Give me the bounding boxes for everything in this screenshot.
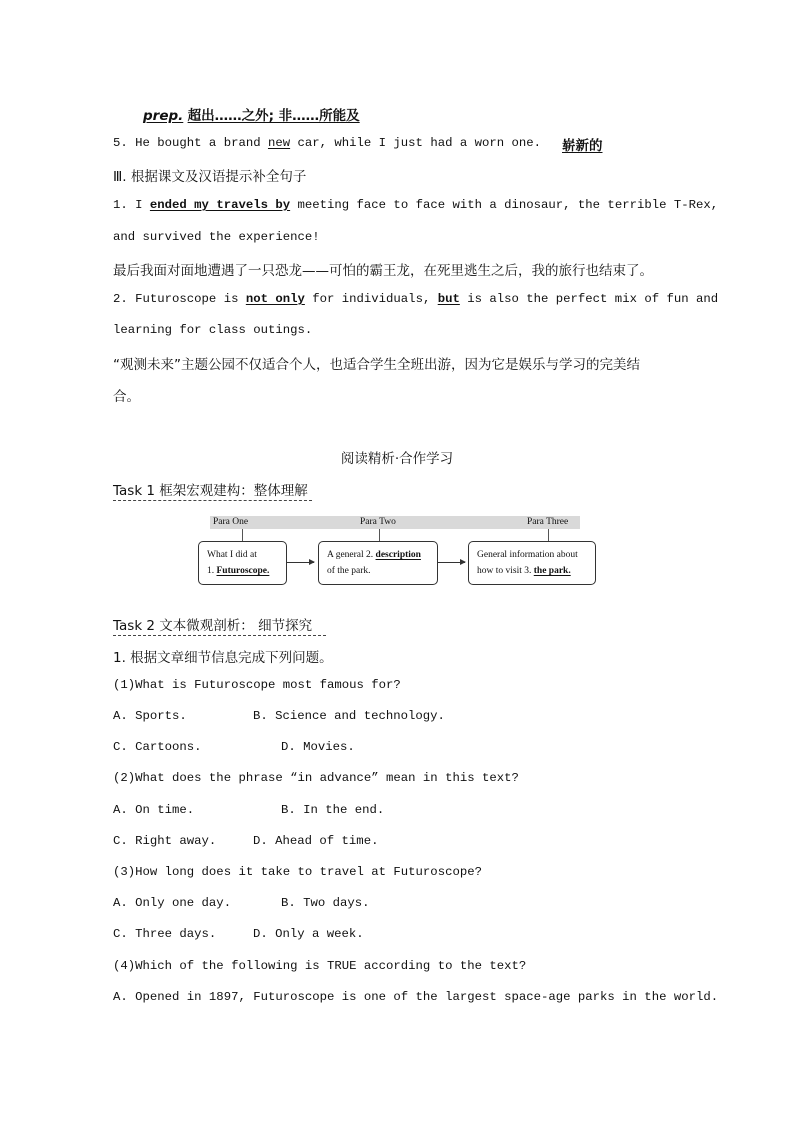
box-1-line-1: What I did at bbox=[207, 550, 257, 560]
arrow-2 bbox=[438, 562, 465, 563]
para-three-tick bbox=[548, 529, 549, 541]
question-2-option-a: A. On time. bbox=[113, 803, 195, 817]
question-1-option-d: D. Movies. bbox=[281, 740, 355, 754]
para-three-label: Para Three bbox=[527, 517, 569, 527]
question-2-option-d: D. Ahead of time. bbox=[253, 834, 379, 848]
question-1-option-a: A. Sports. bbox=[113, 709, 187, 723]
box-para-two bbox=[318, 541, 438, 585]
task-1-heading-text: Task 1 框架宏观建构：整体理解 bbox=[113, 483, 312, 501]
sentence-2-text: 2. Futuroscope is bbox=[113, 292, 246, 306]
question-5-answer: 崭新的 bbox=[562, 138, 603, 154]
question-1-option-c: C. Cartoons. bbox=[113, 740, 202, 754]
question-2-option-b: B. In the end. bbox=[281, 803, 385, 817]
box-1-answer: Futuroscope. bbox=[216, 566, 270, 576]
prep-label: prep. bbox=[143, 108, 184, 124]
sentence-1-text: 1. I bbox=[113, 198, 150, 212]
box-2-line-2: of the park. bbox=[327, 566, 371, 576]
question-3-stem: (3)How long does it take to travel at Futuroscope? bbox=[113, 865, 482, 879]
sentence-1-text-end: meeting face to face with a dinosaur, the terrible T-Rex, bbox=[290, 198, 719, 212]
questions-intro: 1. 根据文章细节信息完成下列问题。 bbox=[113, 650, 333, 666]
task-1-heading bbox=[113, 479, 312, 499]
question-3-option-d: D. Only a week. bbox=[253, 927, 364, 941]
question-3-option-a: A. Only one day. bbox=[113, 896, 232, 910]
box-2-answer: description bbox=[375, 550, 421, 560]
question-4-stem: (4)Which of the following is TRUE according to the text? bbox=[113, 959, 527, 973]
task-2-heading-text: Task 2 文本微观剖析： 细节探究 bbox=[113, 618, 326, 636]
sentence-2-blank-1: not only bbox=[245, 292, 305, 306]
prep-meaning: 超出……之外; 非……所能及 bbox=[187, 108, 360, 124]
box-para-one bbox=[198, 541, 287, 585]
question-2-stem: (2)What does the phrase “in advance” mean in this text? bbox=[113, 771, 519, 785]
box-2-prefix: A general 2. bbox=[327, 550, 376, 560]
question-3-option-c: C. Three days. bbox=[113, 927, 217, 941]
box-2-line-1 bbox=[327, 547, 429, 563]
sentence-1-line-2: and survived the experience! bbox=[113, 230, 320, 244]
sentence-1 bbox=[113, 198, 718, 212]
box-1-prefix: 1. bbox=[207, 566, 217, 576]
sentence-1-blank: ended my travels by bbox=[149, 198, 291, 212]
prep-definition bbox=[143, 104, 360, 124]
sentence-1-chinese: 最后我面对面地遭遇了一只恐龙——可怕的霸王龙，在死里逃生之后，我的旅行也结束了。 bbox=[113, 263, 653, 279]
sentence-2-chinese-1: “观测未来”主题公园不仅适合个人，也适合学生全班出游，因为它是娱乐与学习的完美结 bbox=[113, 357, 640, 373]
arrow-1 bbox=[287, 562, 314, 563]
question-2-option-c: C. Right away. bbox=[113, 834, 217, 848]
reading-heading: 阅读精析·合作学习 bbox=[340, 451, 454, 467]
question-1-stem: (1)What is Futuroscope most famous for? bbox=[113, 678, 401, 692]
question-5-text-end: car, while I just had a worn one. bbox=[290, 136, 542, 150]
sentence-2 bbox=[113, 292, 718, 306]
para-one-label: Para One bbox=[213, 517, 249, 527]
sentence-2-text-end: is also the perfect mix of fun and bbox=[459, 292, 719, 306]
box-3-line-2 bbox=[477, 563, 587, 579]
sentence-2-text-mid: for individuals, bbox=[304, 292, 438, 306]
box-3-prefix: how to visit 3. bbox=[477, 566, 534, 576]
question-1-option-b: B. Science and technology. bbox=[253, 709, 445, 723]
question-4-option-a: A. Opened in 1897, Futuroscope is one of the largest space-age parks in the world. bbox=[113, 990, 719, 1004]
box-3-line-1: General information about bbox=[477, 550, 578, 560]
question-5-blank: new bbox=[267, 136, 291, 150]
task-2-heading bbox=[113, 614, 326, 634]
para-two-tick bbox=[379, 529, 380, 541]
box-3-answer: the park. bbox=[533, 566, 571, 576]
question-5-text: 5. He bought a brand bbox=[113, 136, 268, 150]
sentence-2-chinese-2: 合。 bbox=[113, 389, 140, 405]
sentence-2-blank-2: but bbox=[437, 292, 460, 306]
para-one-tick bbox=[242, 529, 243, 541]
structure-diagram bbox=[198, 516, 598, 588]
sentence-2-line-2: learning for class outings. bbox=[113, 323, 313, 337]
box-1-line-2 bbox=[207, 563, 278, 579]
para-two-label: Para Two bbox=[360, 517, 396, 527]
section-3-heading: Ⅲ. 根据课文及汉语提示补全句子 bbox=[113, 169, 307, 185]
box-para-three bbox=[468, 541, 596, 585]
question-5 bbox=[113, 136, 541, 150]
question-3-option-b: B. Two days. bbox=[281, 896, 370, 910]
